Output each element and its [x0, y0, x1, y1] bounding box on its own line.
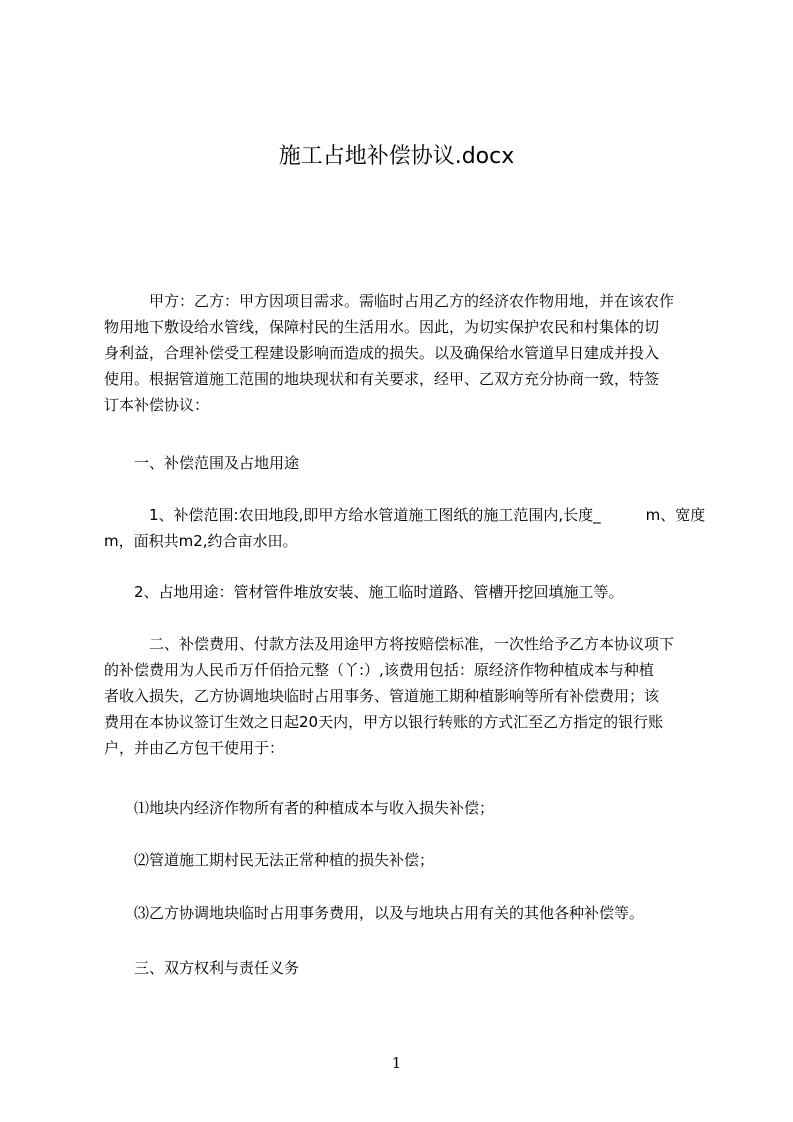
text-line: 二、补偿费用、付款方法及用途甲方将按赔偿标准，一次性给予乙方本协议项下: [104, 635, 675, 653]
sub-item-2: [104, 847, 708, 873]
text-line: ⑴地块内经济作物所有者的种植成本与收入损失补偿；: [104, 799, 495, 817]
document-title: 施工占地补偿协议.docx: [278, 144, 515, 169]
section-2-paragraph: [104, 631, 708, 761]
text-line: 2、占地用途：管材管件堆放安装、施工临时道路、管槽开挖回填施工等。: [104, 583, 624, 601]
text-line: 物用地下敷设给水管线，保障村民的生活用水。因此，为切实保护农民和村集体的切: [104, 318, 660, 336]
section-1-heading: [104, 450, 708, 476]
item-2-paragraph: [104, 579, 708, 605]
text-line: 户，并由乙方包干使用于：: [104, 739, 285, 757]
text-line: ⑶乙方协调地块临时占用事务费用，以及与地块占用有关的其他各种补偿等。: [104, 904, 645, 922]
text-line: ⑵管道施工期村民无法正常种植的损失补偿；: [104, 851, 435, 869]
text-line: 身利益，合理补偿受工程建设影响而造成的损失。以及确保给水管道早日建成并投入: [104, 344, 660, 362]
section-3-heading: [104, 955, 708, 981]
heading-text: 三、双方权利与责任义务: [104, 959, 300, 977]
text-line: 订本补偿协议：: [104, 396, 210, 414]
text-line: 甲方：乙方：甲方因项目需求。需临时占用乙方的经济农作物用地，并在该农作: [104, 292, 675, 310]
text-line: m，面积共m2,约合亩水田。: [104, 532, 298, 550]
text-line: 使用。根据管道施工范围的地块现状和有关要求，经甲、乙双方充分协商一致，特签: [104, 370, 660, 388]
text-line: 的补偿费用为人民币万仟佰拾元整（丫:）,该费用包括：原经济作物种植成本与种植: [104, 661, 654, 679]
item-1-paragraph: [104, 502, 708, 554]
intro-paragraph: [104, 288, 708, 418]
text-line: 费用在本协议签订生效之日起20天内，甲方以银行转账的方式汇至乙方指定的银行账: [104, 713, 664, 731]
heading-text: 一、补偿范围及占地用途: [104, 454, 300, 472]
sub-item-1: [104, 795, 708, 821]
text-line: 者收入损失，乙方协调地块临时占用事务、管道施工期种植影响等所有补偿费用；该: [104, 687, 660, 705]
page-number: 1: [391, 1054, 402, 1072]
sub-item-3: [104, 900, 708, 926]
text-line: 1、补偿范围:农田地段,即甲方给水管道施工图纸的施工范围内,长度_ m、宽度: [104, 506, 706, 524]
